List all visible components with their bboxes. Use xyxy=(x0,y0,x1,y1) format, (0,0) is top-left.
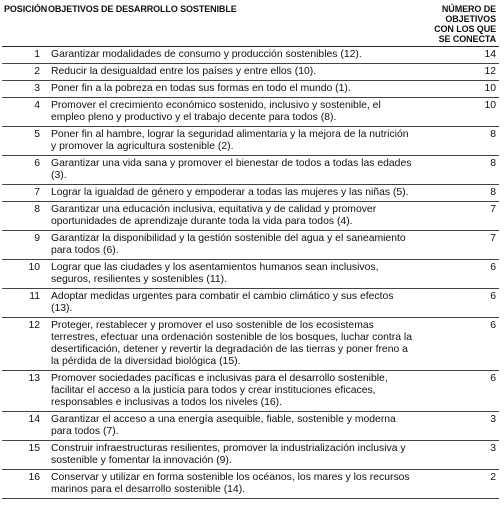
row-position: 7 xyxy=(34,187,40,198)
row-position: 8 xyxy=(34,204,40,215)
row-position: 10 xyxy=(28,262,40,273)
row-position: 15 xyxy=(28,443,40,454)
table-row xyxy=(2,64,499,81)
row-position: 16 xyxy=(28,472,40,483)
table-row xyxy=(2,156,499,185)
table-row xyxy=(2,185,499,202)
table-row xyxy=(2,260,499,289)
row-objective: Garantizar el acceso a una energía asequible, fiable, sostenible y moderna para todos (7). xyxy=(51,414,396,437)
table-row xyxy=(2,81,499,98)
row-objective: Proteger, restablecer y promover el uso sostenible de los ecosistemas terrestres, efectuar una ordenación sostenible de los bosques, luchar contra la desertificación, detener y revertir la degradación de las tierras y poner freno a la pérdida de la diversidad biológica (15). xyxy=(51,320,412,367)
table-body xyxy=(2,47,499,499)
header-count-line2: CON LOS QUE SE CONECTA xyxy=(434,24,496,44)
row-objective: Construir infraestructuras resilientes, promover la industrialización inclusiva y sostenible y fomentar la innovación (9). xyxy=(51,443,406,466)
row-position: 4 xyxy=(34,100,40,111)
row-position: 14 xyxy=(28,414,40,425)
table-row xyxy=(2,371,499,412)
row-position: 12 xyxy=(28,320,40,331)
row-objective: Garantizar una vida sana y promover el bienestar de todos a todas las edades (3). xyxy=(51,158,412,181)
row-position: 13 xyxy=(28,373,40,384)
row-objective: Poner fin a la pobreza en todas sus formas en todo el mundo (1). xyxy=(51,83,351,94)
row-objective: Conservar y utilizar en forma sostenible los océanos, los mares y los recursos marinos para el desarrollo sostenible (14). xyxy=(51,472,410,495)
row-count: 3 xyxy=(490,414,496,425)
table-row xyxy=(2,470,499,499)
row-objective: Poner fin al hambre, lograr la seguridad alimentaria y la mejora de la nutrición y promover la agricultura sostenible (2). xyxy=(51,129,409,152)
table-row xyxy=(2,289,499,318)
row-count: 6 xyxy=(490,373,496,384)
row-count: 7 xyxy=(490,204,496,215)
table-row xyxy=(2,412,499,441)
row-objective: Promover el crecimiento económico sostenido, inclusivo y sostenible, el empleo pleno y productivo y el trabajo decente para todos (8). xyxy=(51,100,381,123)
row-position: 11 xyxy=(29,291,40,302)
row-count: 10 xyxy=(484,83,496,94)
sdg-ranking-table xyxy=(2,3,499,499)
header-position: POSICIÓN xyxy=(4,4,48,14)
row-position: 2 xyxy=(34,66,40,77)
row-count: 10 xyxy=(484,100,496,111)
header-count xyxy=(420,3,499,47)
row-objective: Garantizar la disponibilidad y la gestión sostenible del agua y el saneamiento para todos (6). xyxy=(51,233,406,256)
table-header xyxy=(2,3,499,47)
row-position: 3 xyxy=(34,83,40,94)
row-count: 8 xyxy=(490,187,496,198)
row-position: 1 xyxy=(34,49,40,60)
row-count: 6 xyxy=(490,320,496,331)
header-count-line1: NÚMERO DE OBJETIVOS xyxy=(441,4,496,24)
row-objective: Garantizar una educación inclusiva, equitativa y de calidad y promover oportunidades de aprendizaje durante toda la vida para todos (4). xyxy=(51,204,377,227)
row-objective: Garantizar modalidades de consumo y producción sostenibles (12). xyxy=(51,49,362,60)
row-count: 12 xyxy=(484,66,496,77)
table-row xyxy=(2,127,499,156)
table-row xyxy=(2,441,499,470)
table-row xyxy=(2,47,499,64)
row-count: 7 xyxy=(490,233,496,244)
table-row xyxy=(2,98,499,127)
row-count: 8 xyxy=(490,129,496,140)
header-objective: OBJETIVOS DE DESARROLLO SOSTENIBLE xyxy=(48,4,237,14)
header-row xyxy=(2,3,499,47)
table-row xyxy=(2,202,499,231)
row-count: 6 xyxy=(490,262,496,273)
row-count: 2 xyxy=(490,472,496,483)
row-objective: Lograr que las ciudades y los asentamientos humanos sean inclusivos, seguros, resilientes y sostenibles (11). xyxy=(51,262,379,285)
table-row xyxy=(2,231,499,260)
row-count: 6 xyxy=(490,291,496,302)
row-objective: Adoptar medidas urgentes para combatir el cambio climático y sus efectos (13). xyxy=(51,291,394,314)
row-objective: Reducir la desigualdad entre los países y entre ellos (10). xyxy=(51,66,317,77)
row-position: 9 xyxy=(34,233,40,244)
row-objective: Promover sociedades pacíficas e inclusivas para el desarrollo sostenible, facilitar el acceso a la justicia para todos y crear instituciones eficaces, responsables e inclusivas a todos los niveles (16). xyxy=(51,373,388,408)
row-position: 6 xyxy=(34,158,40,169)
row-count: 8 xyxy=(490,158,496,169)
row-count: 14 xyxy=(484,49,496,60)
row-position: 5 xyxy=(34,129,40,140)
row-count: 3 xyxy=(490,443,496,454)
row-objective: Lograr la igualdad de género y empoderar a todas las mujeres y las niñas (5). xyxy=(51,187,409,198)
table-row xyxy=(2,318,499,371)
